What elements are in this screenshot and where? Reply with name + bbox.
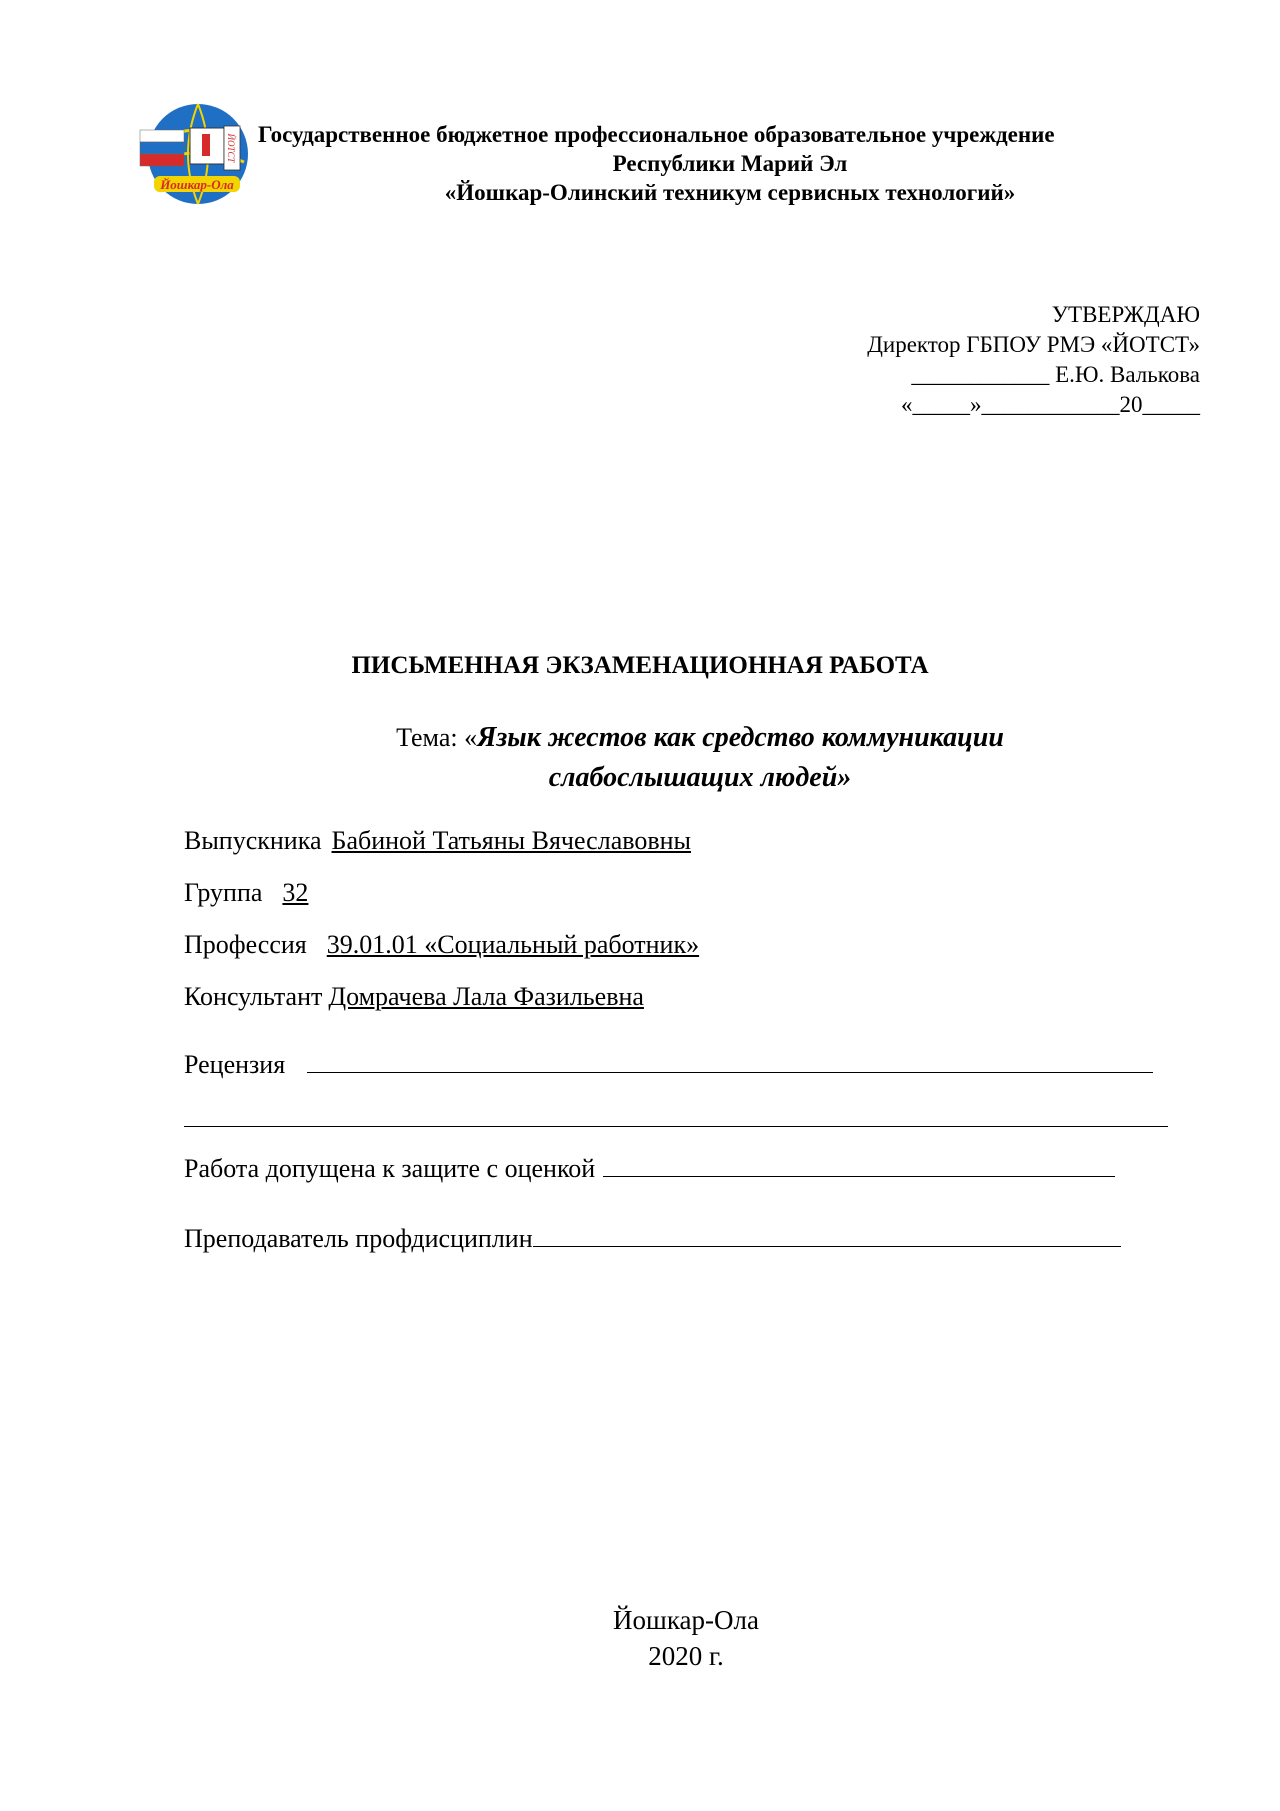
topic-prefix: Тема: « (396, 723, 478, 752)
logo-letters: ЙОТСТ (226, 133, 236, 163)
approval-title: УТВЕРЖДАЮ (1051, 302, 1200, 327)
graduate-label: Выпускника (184, 826, 322, 855)
group-value: 32 (282, 878, 309, 907)
review-blank-line-2 (184, 1102, 1168, 1127)
profession-row (184, 928, 699, 962)
topic-line-1: Язык жестов как средство коммуникации (477, 722, 1004, 753)
teacher-blank-line (533, 1222, 1121, 1247)
review-row-2 (184, 1102, 1168, 1136)
header-line-3: «Йошкар-Олинский техникум сервисных технологий» (444, 180, 1016, 205)
teacher-row (184, 1222, 1121, 1256)
document-title: ПИСЬМЕННАЯ ЭКЗАМЕНАЦИОННАЯ РАБОТА (351, 652, 929, 679)
college-logo-icon (138, 100, 250, 208)
admitted-row (184, 1152, 1115, 1186)
graduate-value: Бабиной Татьяны Вячеславовны (331, 826, 691, 855)
review-blank-line (307, 1048, 1153, 1073)
graduate-row (184, 824, 691, 858)
review-row (184, 1048, 1153, 1082)
approval-signature: ____________ Е.Ю. Валькова (911, 362, 1200, 387)
topic-block (300, 718, 1100, 798)
footer-city: Йошкар-Ола (613, 1605, 759, 1635)
footer-block (0, 1602, 1280, 1674)
review-label: Рецензия (184, 1050, 286, 1079)
topic-line-2: слабослышащих людей» (548, 762, 852, 793)
teacher-label: Преподаватель профдисциплин (184, 1224, 533, 1253)
group-row (184, 876, 308, 910)
header-line-1: Государственное бюджетное профессиональное образовательное учреждение (258, 122, 1055, 147)
admitted-label: Работа допущена к защите с оценкой (184, 1154, 596, 1183)
group-label: Группа (184, 878, 263, 907)
institution-header (250, 120, 1210, 207)
logo-caption: Йошкар-Ола (160, 177, 234, 192)
approval-block (720, 300, 1200, 420)
consultant-value: Домрачева Лала Фазильевна (328, 982, 644, 1011)
approval-date: «_____»____________20_____ (901, 392, 1200, 417)
profession-value: 39.01.01 «Социальный работник» (326, 930, 700, 959)
grade-blank-line (603, 1152, 1115, 1177)
consultant-label: Консультант (184, 982, 323, 1011)
approval-position: Директор ГБПОУ РМЭ «ЙОТСТ» (867, 332, 1200, 357)
profession-label: Профессия (184, 930, 307, 959)
consultant-row (184, 980, 644, 1014)
footer-year: 2020 г. (648, 1641, 724, 1671)
header-line-2: Республики Марий Эл (612, 151, 848, 176)
